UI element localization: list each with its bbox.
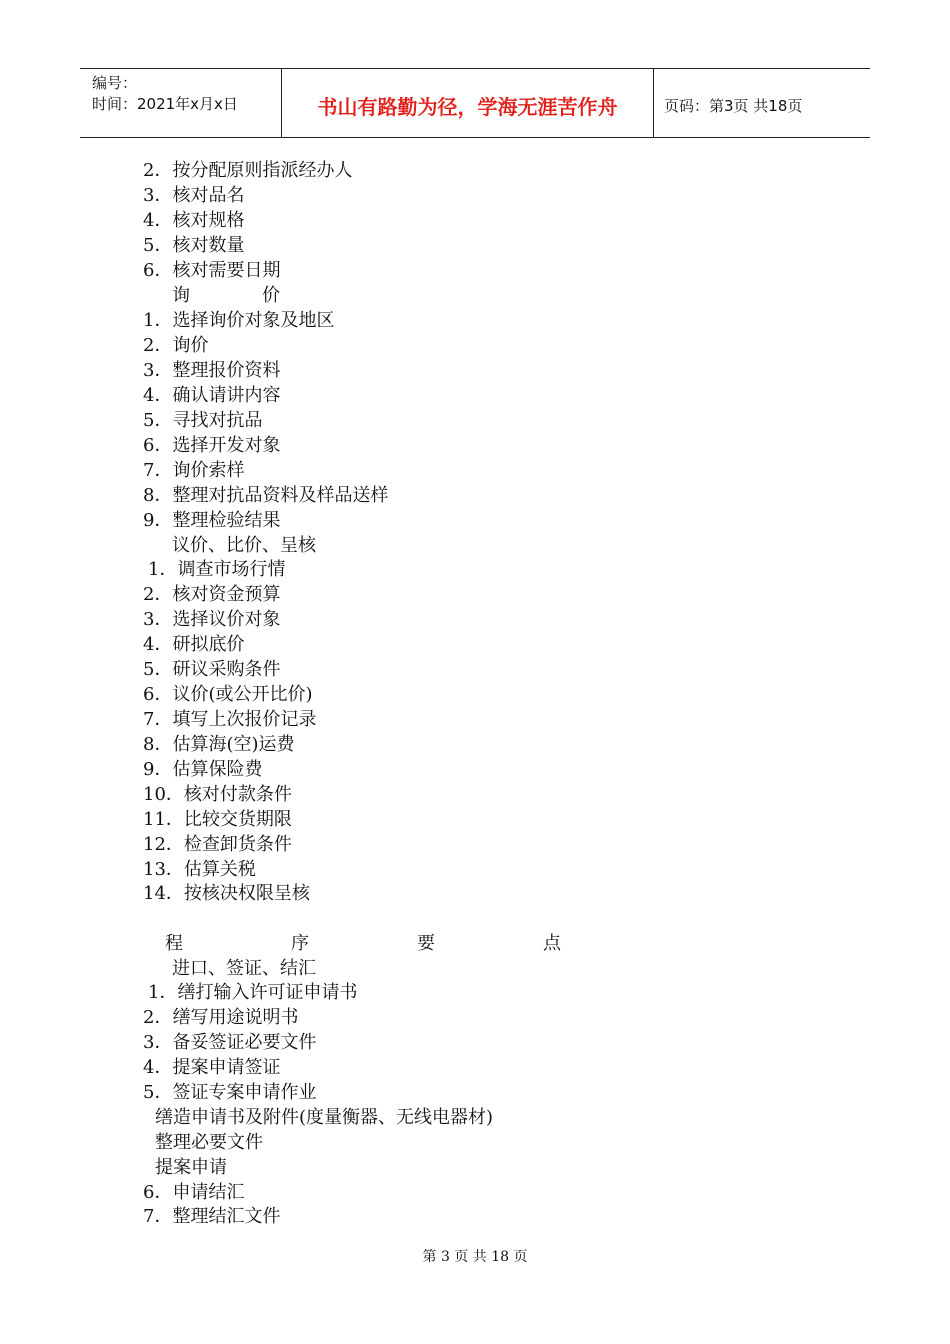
page-footer: 第 3 页 共 18 页 [422,1249,528,1265]
list-item: 13．估算关税 [143,859,256,880]
list-item: 5．签证专案申请作业 [143,1082,317,1103]
list-item: 1．选择询价对象及地区 [143,310,335,331]
list-item: 6．申请结汇 [143,1182,245,1203]
list-item: 5．研议采购条件 [143,659,281,680]
list-item: 4．提案申请签证 [143,1057,281,1078]
section-heading: 议价、比价、呈核 [172,535,316,556]
section-heading: 进口、签证、结汇 [172,958,316,979]
list-item: 3．备妥签证必要文件 [143,1032,317,1053]
section-heading: 程 序 要 点 [165,933,561,954]
list-item: 4．核对规格 [143,210,245,231]
list-item: 2．按分配原则指派经办人 [143,160,353,181]
time-label: 时间：2021年x月x日 [92,95,238,113]
list-item: 6．选择开发对象 [143,435,281,456]
list-item: 2．核对资金预算 [143,584,281,605]
code-label: 编号： [92,74,138,92]
header-motto: 书山有路勤为径，学海无涯苦作舟 [282,69,654,137]
list-item: 7．填写上次报价记录 [143,709,317,730]
list-item: 4．确认请讲内容 [143,385,281,406]
list-item: 6．核对需要日期 [143,260,281,281]
header-meta [80,69,282,137]
list-item: 14．按核决权限呈核 [143,883,310,904]
list-item: 2．询价 [143,335,209,356]
list-item: 7．整理结汇文件 [143,1206,281,1227]
list-item: 1．调查市场行情 [148,559,286,580]
list-item: 缮造申请书及附件(度量衡器、无线电器材) [155,1107,494,1128]
list-item: 9．整理检验结果 [143,510,281,531]
list-item: 整理必要文件 [155,1132,263,1153]
header-page-info: 页码：第3页 共18页 [664,96,803,115]
list-item: 10．核对付款条件 [143,784,292,805]
section-heading: 询 价 [172,285,280,306]
list-item: 3．核对品名 [143,185,245,206]
list-item: 11．比较交货期限 [143,809,292,830]
list-item: 5．核对数量 [143,235,245,256]
list-item: 4．研拟底价 [143,634,245,655]
list-item: 7．询价索样 [143,460,245,481]
list-item: 3．选择议价对象 [143,609,281,630]
list-item: 12．检查卸货条件 [143,834,292,855]
list-item: 6．议价(或公开比价) [143,684,313,705]
list-item: 5．寻找对抗品 [143,410,263,431]
page-header [80,68,870,138]
list-item: 1．缮打输入许可证申请书 [148,982,358,1003]
list-item: 2．缮写用途说明书 [143,1007,299,1028]
list-item: 3．整理报价资料 [143,360,281,381]
list-item: 9．估算保险费 [143,759,263,780]
list-item: 8．整理对抗品资料及样品送样 [143,485,389,506]
list-item: 8．估算海(空)运费 [143,734,295,755]
list-item: 提案申请 [155,1157,227,1178]
